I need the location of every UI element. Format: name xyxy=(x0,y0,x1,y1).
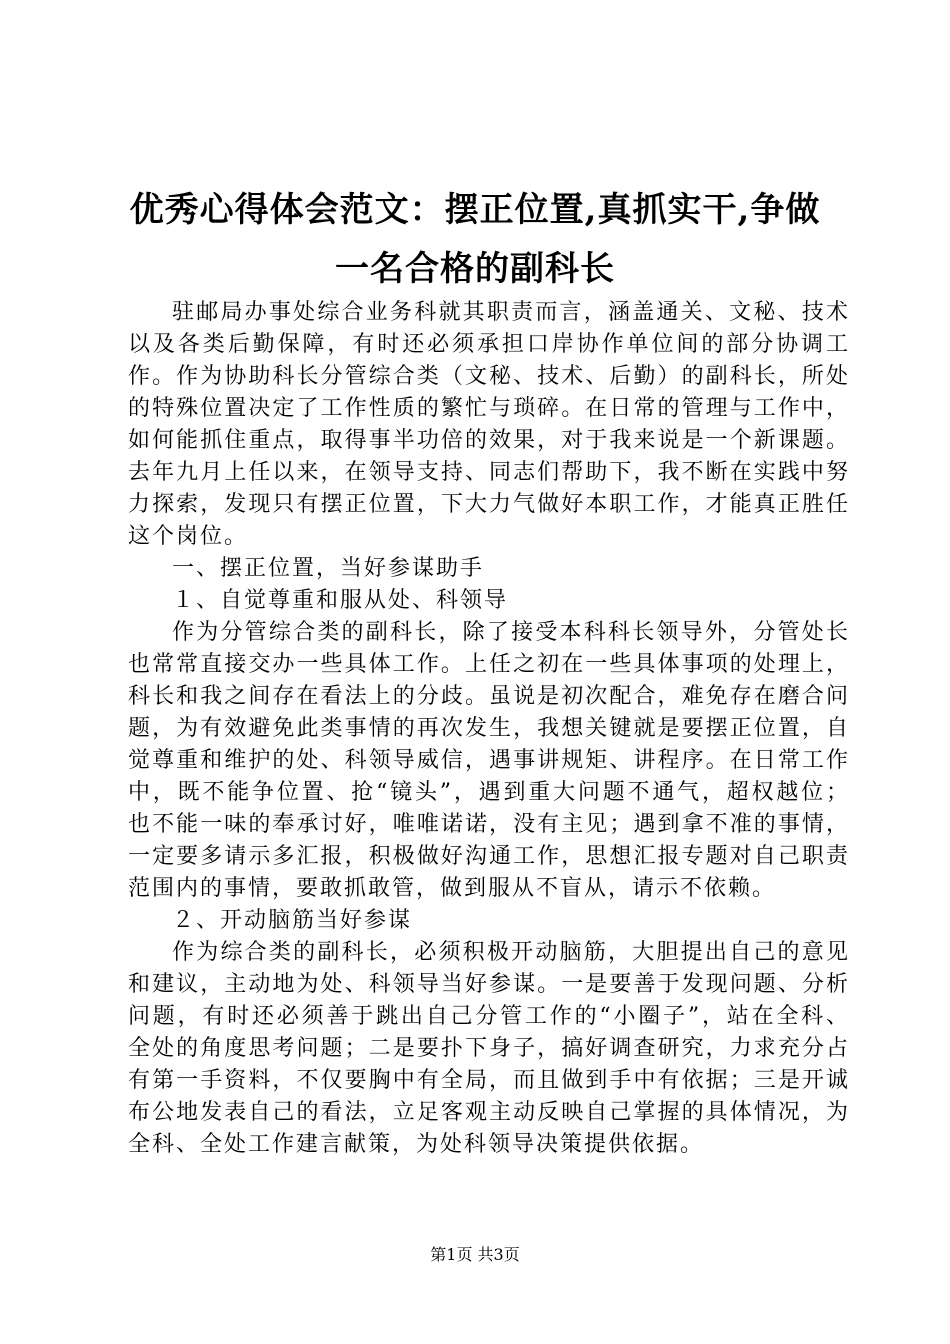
subsection-heading-1: １、自觉尊重和服从处、科领导 xyxy=(172,588,509,613)
paragraph-intro: 驻邮局办事处综合业务科就其职责而言，涵盖通关、文秘、技术以及各类后勤保障，有时还必须承担口岸协作单位间的部分协调工作。作为协助科长分管综合类（文秘、技术、后勤）的副科长，所处的特殊位置决定了工作性质的繁忙与琐碎。在日常的管理与工作中，如何能抓住重点，取得事半功倍的效果，对于我来说是一个新课题。去年九月上任以来，在领导支持、同志们帮助下，我不断在实践中努力探索，发现只有摆正位置，下大力气做好本职工作，才能真正胜任这个岗位。 xyxy=(128,300,850,549)
subsection-heading-2: ２、开动脑筋当好参谋 xyxy=(172,908,413,933)
paragraph-respect-leaders: 作为分管综合类的副科长，除了接受本科科长领导外，分管处长也常常直接交办一些具体工作。上任之初在一些具体事项的处理上，科长和我之间存在看法上的分歧。虽说是初次配合，难免存在磨合问题，为有效避免此类事情的再次发生，我想关键就是要摆正位置，自觉尊重和维护的处、科领导威信，遇事讲规矩、讲程序。在日常工作中，既不能争位置、抢“镜头”，遇到重大问题不通气，超权越位；也不能一味的奉承讨好，唯唯诺诺，没有主见；遇到拿不准的事情，一定要多请示多汇报，积极做好沟通工作，思想汇报专题对自己职责范围内的事情，要敢抓敢管，做到服从不盲从，请示不依赖。 xyxy=(128,620,850,901)
paragraph-advisor: 作为综合类的副科长，必须积极开动脑筋，大胆提出自己的意见和建议，主动地为处、科领导当好参谋。一是要善于发现问题、分析问题，有时还必须善于跳出自己分管工作的“小圈子”，站在全科、全处的角度思考问题；二是要扑下身子，搞好调查研究，力求充分占有第一手资料，不仅要胸中有全局，而且做到手中有依据；三是开诚布公地发表自己的看法，立足客观主动反映自己掌握的具体情况，为全科、全处工作建言献策，为处科领导决策提供依据。 xyxy=(128,940,850,1157)
section-heading-1: 一、摆正位置，当好参谋助手 xyxy=(172,556,485,581)
document-title-line-2: 一名合格的副科长 xyxy=(335,249,615,289)
document-body xyxy=(128,297,850,1161)
page-number-footer: 第1页 共3页 xyxy=(430,1245,520,1264)
document-title-line-1: 优秀心得体会范文：摆正位置,真抓实干,争做 xyxy=(129,190,821,230)
